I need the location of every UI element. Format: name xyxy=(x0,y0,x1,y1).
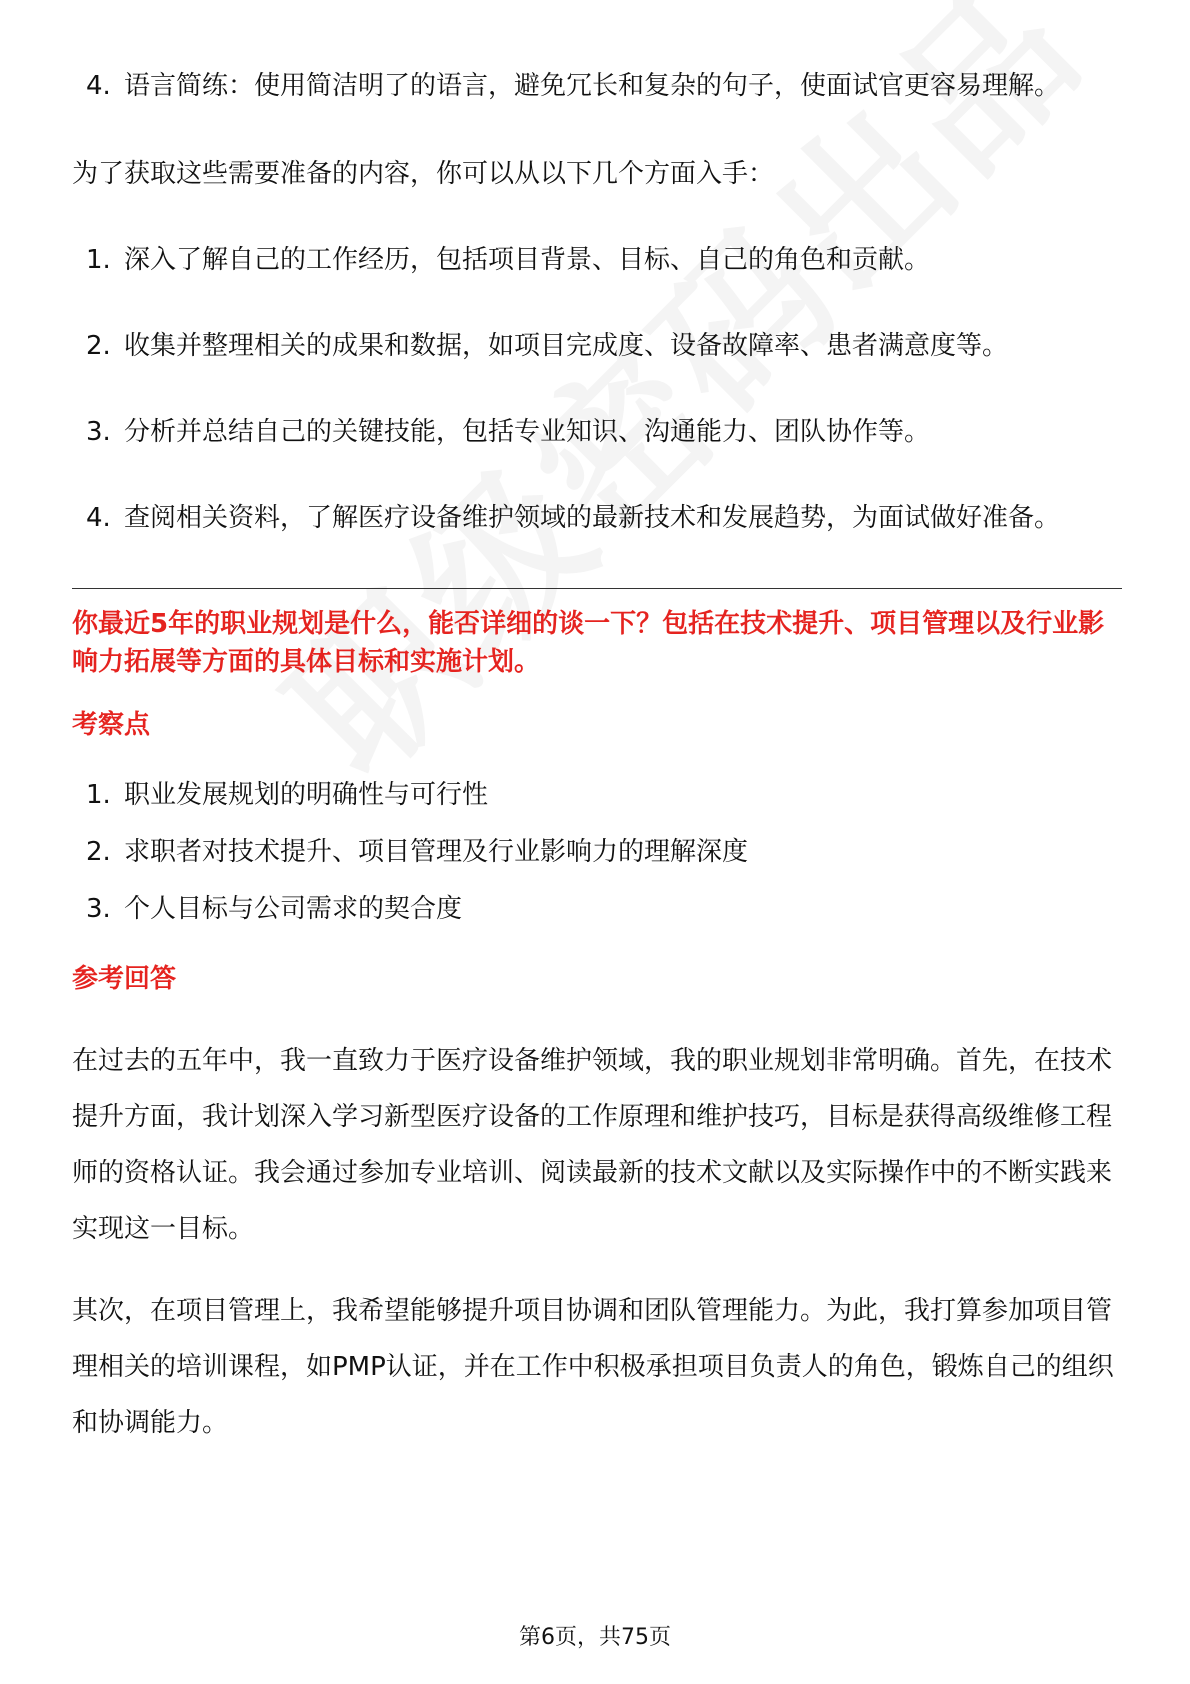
interview-question: 你最近5年的职业规划是什么，能否详细的谈一下？包括在技术提升、项目管理以及行业影响力拓展等方面的具体目标和实施计划。 xyxy=(72,609,1105,677)
kaochadian-heading: 考察点 xyxy=(72,710,151,740)
list-item xyxy=(72,490,1122,546)
list-item xyxy=(72,889,1122,929)
list-item-text: 查阅相关资料，了解医疗设备维护领域的最新技术和发展趋势，为面试做好准备。 xyxy=(124,503,1061,533)
list-item xyxy=(72,318,1122,374)
list-item-text: 个人目标与公司需求的契合度 xyxy=(124,894,463,924)
list-item-text: 分析并总结自己的关键技能，包括专业知识、沟通能力、团队协作等。 xyxy=(124,417,931,447)
list-item-number: 4. xyxy=(86,503,111,533)
list-item-number: 3. xyxy=(86,894,111,924)
list-item-text: 语言简练：使用简洁明了的语言，避免冗长和复杂的句子，使面试官更容易理解。 xyxy=(124,71,1061,101)
prep-list xyxy=(72,232,1122,546)
list-item-text: 收集并整理相关的成果和数据，如项目完成度、设备故障率、患者满意度等。 xyxy=(124,331,1009,361)
section-divider xyxy=(72,588,1122,589)
list-item-text: 求职者对技术提升、项目管理及行业影响力的理解深度 xyxy=(124,837,749,867)
page-content xyxy=(72,58,1122,1451)
prior-list xyxy=(72,58,1122,114)
list-item-text: 深入了解自己的工作经历，包括项目背景、目标、自己的角色和贡献。 xyxy=(124,245,931,275)
list-item-number: 4. xyxy=(86,71,111,101)
list-item-number: 2. xyxy=(86,331,111,361)
list-item-number: 1. xyxy=(86,245,111,275)
list-item-number: 3. xyxy=(86,417,111,447)
list-item xyxy=(72,832,1122,872)
list-item xyxy=(72,775,1122,815)
prep-intro: 为了获取这些需要准备的内容，你可以从以下几个方面入手： xyxy=(72,159,775,189)
kaochadian-list xyxy=(72,775,1122,929)
list-item xyxy=(72,232,1122,288)
cankao-heading: 参考回答 xyxy=(72,964,177,994)
list-item xyxy=(72,404,1122,460)
page-footer: 第6页，共75页 xyxy=(519,1625,671,1650)
list-item-text: 职业发展规划的明确性与可行性 xyxy=(124,780,489,810)
list-item-number: 1. xyxy=(86,780,111,810)
answer-paragraph: 其次，在项目管理上，我希望能够提升项目协调和团队管理能力。为此，我打算参加项目管理相关的培训课程，如PMP认证，并在工作中积极承担项目负责人的角色，锻炼自己的组织和协调能力。 xyxy=(72,1296,1114,1438)
list-item xyxy=(72,58,1122,114)
list-item-number: 2. xyxy=(86,837,111,867)
answer-paragraph: 在过去的五年中，我一直致力于医疗设备维护领域，我的职业规划非常明确。首先，在技术提升方面，我计划深入学习新型医疗设备的工作原理和维护技巧，目标是获得高级维修工程师的资格认证。我会通过参加专业培训、阅读最新的技术文献以及实际操作中的不断实践来实现这一目标。 xyxy=(72,1046,1113,1244)
